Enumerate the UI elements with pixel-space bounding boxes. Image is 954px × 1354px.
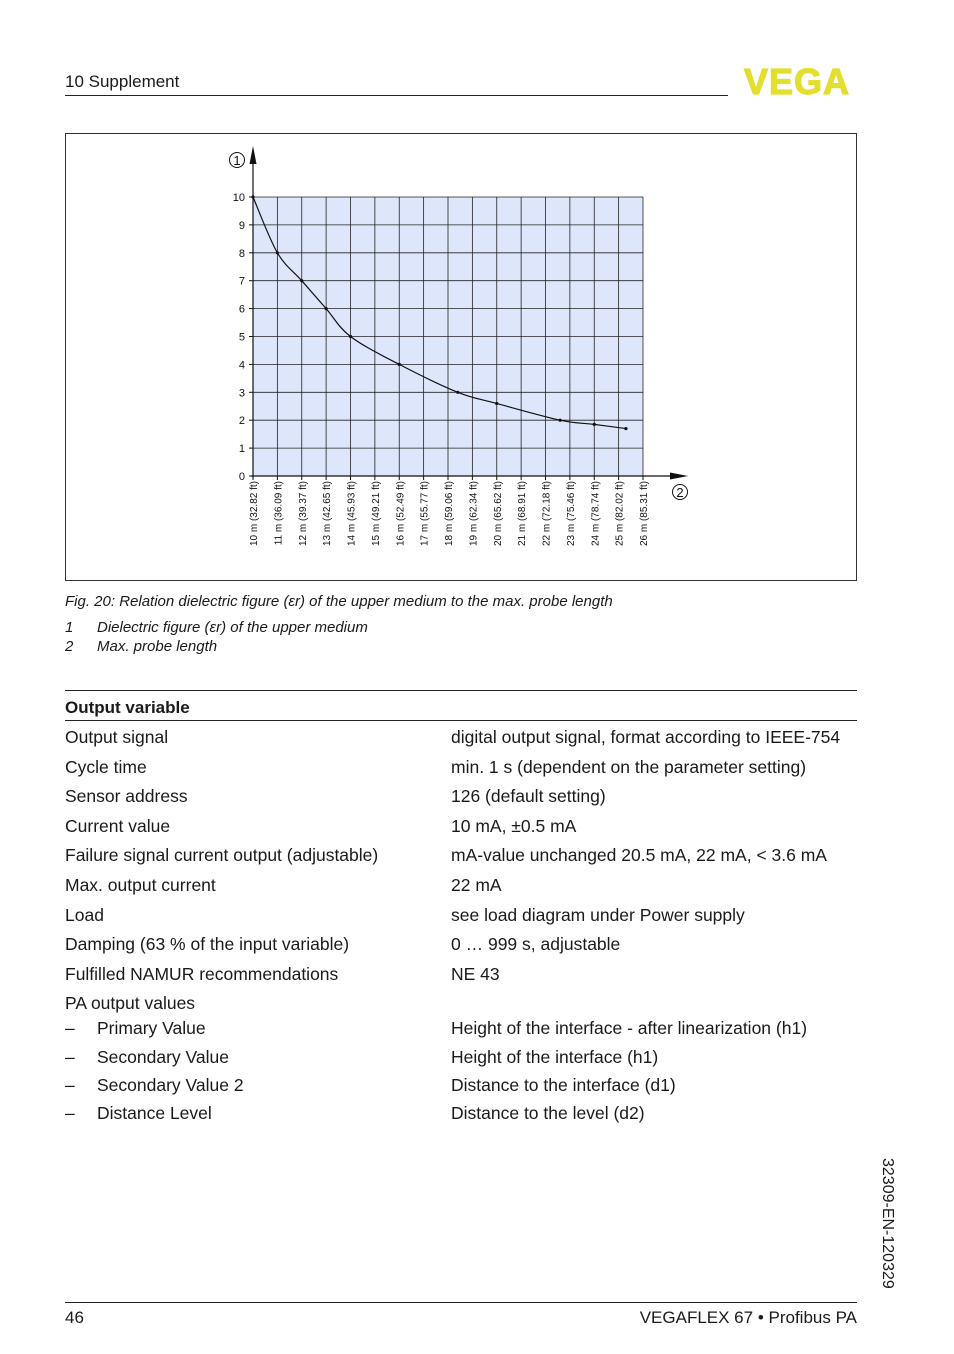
x-tick-label: 26 m (85.31 ft): [639, 481, 650, 547]
spec-value: Height of the interface - after linearization (h1): [451, 1018, 808, 1038]
spec-value: Height of the interface (h1): [451, 1047, 659, 1067]
spec-row: [65, 757, 857, 781]
y-tick-label: 2: [238, 415, 245, 428]
x-tick-label: 12 m (39.37 ft): [297, 481, 309, 547]
spec-subrow: [65, 1075, 857, 1099]
x-tick-label: 22 m (72.18 ft): [541, 481, 553, 547]
section-divider-top: [65, 690, 857, 691]
spec-label: Primary Value: [97, 1018, 206, 1038]
section-divider-bottom: [65, 720, 857, 721]
page-number: 46: [65, 1308, 84, 1327]
document-code: [877, 1158, 901, 1318]
x-axis-arrow: [670, 473, 688, 480]
spec-row: [65, 786, 857, 810]
y-tick-label: 7: [238, 275, 245, 288]
spec-value: Distance to the interface (d1): [451, 1075, 676, 1095]
spec-value: 126 (default setting): [451, 786, 606, 806]
section-header: 10 Supplement: [65, 72, 180, 91]
y-tick-label: 0: [238, 471, 245, 483]
vega-logo: [736, 64, 858, 98]
footer-divider: [65, 1302, 857, 1303]
spec-value: mA-value unchanged 20.5 mA, 22 mA, < 3.6 mA: [451, 845, 827, 865]
x-tick-label: 19 m (62.34 ft): [468, 481, 480, 547]
spec-value: 10 mA, ±0.5 mA: [451, 816, 577, 836]
data-point: [325, 307, 328, 310]
y-axis-arrow: [250, 146, 257, 164]
spec-label: Sensor address: [65, 786, 188, 806]
legend-text: Dielectric figure (εr) of the upper medium: [97, 619, 368, 636]
section-title: Output variable: [65, 698, 190, 717]
spec-row: [65, 905, 857, 929]
spec-value: Distance to the level (d2): [451, 1103, 645, 1123]
spec-label: Secondary Value: [97, 1047, 229, 1067]
x-tick-label: 24 m (78.74 ft): [590, 481, 602, 547]
data-point: [300, 279, 303, 282]
spec-row: [65, 875, 857, 899]
spec-value: 0 … 999 s, adjustable: [451, 934, 621, 954]
x-tick-label: 20 m (65.62 ft): [492, 481, 504, 547]
x-tick-label: 17 m (55.77 ft): [419, 481, 431, 547]
logo-wordmark: VEGA: [743, 64, 851, 98]
spec-row: [65, 727, 857, 751]
x-tick-label: 15 m (49.21 ft): [370, 481, 382, 547]
spec-value: min. 1 s (dependent on the parameter setting): [451, 757, 807, 777]
spec-value: see load diagram under Power supply: [451, 905, 745, 925]
spec-row: [65, 934, 857, 958]
y-tick-label: 8: [238, 247, 245, 260]
data-point: [456, 391, 459, 394]
spec-subrow: [65, 1018, 857, 1042]
header-divider: [65, 95, 728, 96]
spec-value: digital output signal, format according to IEEE-754: [451, 727, 841, 747]
legend-number: 2: [65, 638, 74, 655]
spec-label: Max. output current: [65, 875, 216, 895]
spec-value: NE 43: [451, 964, 500, 984]
spec-label: Output signal: [65, 727, 169, 747]
spec-subrow: [65, 1047, 857, 1071]
spec-label: Failure signal current output (adjustable): [65, 845, 379, 865]
data-point: [624, 427, 627, 430]
x-tick-label: 23 m (75.46 ft): [565, 481, 577, 547]
spec-label: Fulfilled NAMUR recommendations: [65, 964, 339, 984]
spec-label: Load: [65, 905, 104, 925]
y-tick-label: 6: [238, 303, 245, 316]
spec-label: Distance Level: [97, 1103, 212, 1123]
x-tick-label: 13 m (42.65 ft): [322, 481, 334, 547]
product-name: VEGAFLEX 67 • Profibus PA: [639, 1308, 857, 1327]
x-tick-label: 25 m (82.02 ft): [614, 481, 626, 547]
y-tick-label: 1: [238, 443, 245, 456]
list-dash: –: [65, 1018, 75, 1038]
x-axis-marker-label: 2: [676, 485, 684, 500]
data-point: [559, 419, 562, 422]
data-point: [398, 363, 401, 366]
list-dash: –: [65, 1103, 75, 1123]
x-tick-label: 10 m (32.82 ft): [249, 481, 260, 547]
spec-subrow: [65, 1103, 857, 1127]
x-tick-label: 16 m (52.49 ft): [395, 481, 407, 547]
legend-text: Max. probe length: [97, 638, 218, 655]
spec-row: [65, 845, 857, 869]
data-point: [276, 251, 279, 254]
spec-label: Current value: [65, 816, 171, 836]
figure-caption: Fig. 20: Relation dielectric figure (εr) of the upper medium to the max. probe length: [65, 593, 613, 610]
y-tick-label: 5: [238, 331, 245, 344]
data-point: [495, 402, 498, 405]
list-dash: –: [65, 1047, 75, 1067]
spec-label: Secondary Value 2: [97, 1075, 244, 1095]
x-tick-label: 21 m (68.91 ft): [517, 481, 529, 547]
dielectric-chart: [66, 134, 856, 580]
data-point: [593, 423, 596, 426]
x-tick-label: 11 m (36.09 ft): [273, 481, 285, 546]
spec-label: PA output values: [65, 993, 196, 1013]
y-tick-label: 10: [232, 192, 245, 204]
spec-row: [65, 993, 857, 1017]
data-point: [349, 335, 352, 338]
x-tick-label: 14 m (45.93 ft): [346, 481, 358, 547]
list-dash: –: [65, 1075, 75, 1095]
y-tick-label: 9: [238, 219, 245, 232]
y-tick-label: 3: [238, 387, 245, 400]
data-point: [251, 195, 254, 198]
spec-value: 22 mA: [451, 875, 502, 895]
spec-row: [65, 816, 857, 840]
document-code-text: 32309-EN-120329: [879, 1158, 896, 1289]
figure-frame: [65, 133, 857, 581]
spec-row: [65, 964, 857, 988]
spec-label: Cycle time: [65, 757, 147, 777]
legend-number: 1: [65, 619, 74, 636]
y-axis-marker-label: 1: [233, 153, 241, 168]
y-tick-label: 4: [238, 359, 245, 372]
x-tick-label: 18 m (59.06 ft): [444, 481, 455, 547]
spec-label: Damping (63 % of the input variable): [65, 934, 350, 954]
